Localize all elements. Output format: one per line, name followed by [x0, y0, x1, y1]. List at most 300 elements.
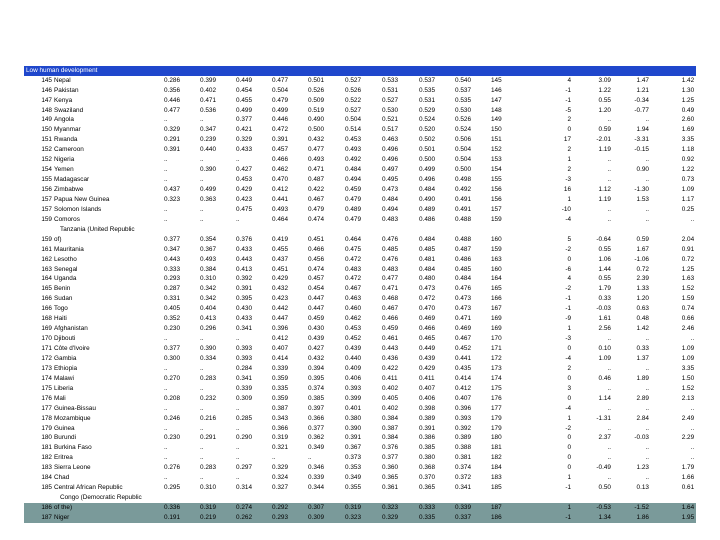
- hdi-rank: 180: [41, 434, 52, 442]
- value-cell: -2: [565, 245, 571, 253]
- value-cell: 0.327: [272, 484, 288, 492]
- table-row: [24, 96, 696, 106]
- value-cell: 0.473: [455, 305, 471, 313]
- value-cell: 0.437: [272, 255, 288, 263]
- value-cell: ..: [645, 384, 649, 392]
- value-cell: 0.336: [164, 503, 200, 513]
- value-cell: 187: [491, 503, 537, 513]
- value-cell: ..: [200, 424, 204, 432]
- value-cell: 0.310: [200, 275, 216, 283]
- value-cell: [382, 493, 419, 503]
- value-cell: 0.414: [272, 354, 288, 362]
- value-cell: ..: [645, 474, 649, 482]
- hdi-rank: 168: [41, 315, 52, 323]
- table-row: [24, 295, 696, 305]
- value-cell: 0.390: [345, 424, 361, 432]
- value-cell: 3.35: [681, 136, 695, 144]
- hdi-rank: 171: [41, 345, 52, 353]
- value-cell: 0.481: [419, 255, 435, 263]
- value-cell: 0.527: [345, 76, 361, 84]
- country-name: of the): [54, 503, 164, 513]
- value-cell: 0.454: [308, 285, 324, 293]
- value-cell: 0.319: [200, 503, 236, 513]
- value-cell: 182: [491, 454, 502, 462]
- value-cell: 0.502: [419, 136, 435, 144]
- value-cell: 0.433: [236, 146, 252, 154]
- value-cell: 0.391: [272, 136, 288, 144]
- value-cell: 0.72: [681, 255, 695, 263]
- country-name: Solomon Islands: [54, 205, 102, 213]
- value-cell: ..: [236, 474, 240, 482]
- value-cell: 0.411: [382, 374, 398, 382]
- value-cell: 0.387: [272, 404, 288, 412]
- value-cell: 0.486: [419, 215, 435, 223]
- hdi-rank: 156: [41, 186, 52, 194]
- value-cell: ..: [200, 176, 204, 184]
- value-cell: 0.55: [598, 245, 611, 253]
- value-cell: 0.276: [164, 464, 180, 472]
- value-cell: 0.385: [419, 444, 435, 452]
- value-cell: 0.519: [308, 106, 324, 114]
- value-cell: 0.401: [345, 404, 361, 412]
- value-cell: 1.20: [636, 295, 649, 303]
- value-cell: 145: [491, 76, 502, 84]
- value-cell: [657, 225, 696, 235]
- country-name: Chad: [54, 474, 70, 482]
- value-cell: 0.472: [345, 275, 361, 283]
- value-cell: ..: [236, 156, 240, 164]
- hdi-rank: 163: [41, 265, 52, 273]
- value-cell: 0.485: [419, 245, 435, 253]
- value-cell: [200, 225, 236, 235]
- value-cell: [581, 493, 619, 503]
- value-cell: 184: [491, 464, 502, 472]
- value-cell: 180: [491, 434, 502, 442]
- country-name: Mauritania: [54, 245, 84, 253]
- value-cell: 0.329: [272, 464, 288, 472]
- table-row: [24, 265, 696, 275]
- country-name: Niger: [54, 513, 164, 523]
- section-header-row: [24, 66, 696, 76]
- value-cell: [345, 493, 382, 503]
- value-cell: 1.14: [598, 394, 611, 402]
- value-cell: ..: [607, 215, 611, 223]
- value-cell: 0.334: [200, 354, 216, 362]
- value-cell: ..: [200, 474, 204, 482]
- hdi-rank: 166: [41, 295, 52, 303]
- value-cell: -0.15: [634, 146, 649, 154]
- country-name: Liberia: [54, 384, 74, 392]
- value-cell: 0.402: [382, 384, 398, 392]
- table-row: [24, 454, 696, 464]
- value-cell: 0.355: [345, 484, 361, 492]
- hdi-rank: 162: [41, 255, 52, 263]
- value-cell: 0.466: [382, 315, 398, 323]
- value-cell: ..: [645, 116, 649, 124]
- value-cell: ..: [607, 404, 611, 412]
- value-cell: 0.494: [382, 205, 398, 213]
- value-cell: 0.337: [455, 513, 491, 523]
- value-cell: [236, 493, 272, 503]
- value-cell: -2: [565, 285, 571, 293]
- value-cell: 0.398: [419, 404, 435, 412]
- hdi-rank: [24, 493, 54, 503]
- value-cell: 0.373: [345, 454, 361, 462]
- value-cell: 186: [491, 513, 537, 523]
- value-cell: 0.435: [455, 364, 471, 372]
- value-cell: 0.339: [308, 474, 324, 482]
- value-cell: 0.374: [455, 464, 471, 472]
- country-name: Benin: [54, 285, 71, 293]
- value-cell: 156: [491, 195, 502, 203]
- value-cell: 0.323: [382, 503, 419, 513]
- value-cell: 0.490: [419, 195, 435, 203]
- value-cell: 0.391: [419, 424, 435, 432]
- value-cell: 2.13: [681, 394, 695, 402]
- table-row: [24, 116, 696, 126]
- value-cell: 0.412: [272, 186, 288, 194]
- value-cell: 0.359: [272, 374, 288, 382]
- value-cell: 2.56: [598, 325, 611, 333]
- value-cell: 0.467: [345, 285, 361, 293]
- value-cell: 0.527: [345, 106, 361, 114]
- value-cell: 0.485: [382, 245, 398, 253]
- value-cell: 0.290: [236, 434, 252, 442]
- value-cell: ..: [236, 404, 240, 412]
- value-cell: 1.30: [681, 86, 695, 94]
- value-cell: 0.389: [455, 434, 471, 442]
- value-cell: 0.366: [308, 414, 324, 422]
- value-cell: 154: [491, 166, 502, 174]
- hdi-rank: 178: [41, 414, 52, 422]
- value-cell: [537, 225, 581, 235]
- value-cell: 0.469: [419, 315, 435, 323]
- value-cell: 169: [491, 325, 502, 333]
- value-cell: 16: [563, 186, 571, 194]
- value-cell: 0.469: [455, 325, 471, 333]
- value-cell: 0.63: [636, 305, 649, 313]
- country-name: Mali: [54, 394, 66, 402]
- value-cell: ..: [645, 424, 649, 432]
- value-cell: 1.79: [598, 285, 611, 293]
- table-row: [24, 275, 696, 285]
- value-cell: 0.526: [308, 86, 324, 94]
- value-cell: 0.447: [308, 295, 324, 303]
- value-cell: -4: [565, 215, 571, 223]
- value-cell: 0.473: [455, 295, 471, 303]
- value-cell: 0.471: [200, 96, 216, 104]
- value-cell: 166: [491, 295, 502, 303]
- value-cell: 0.439: [308, 335, 324, 343]
- value-cell: [491, 225, 537, 235]
- value-cell: 1.09: [681, 354, 695, 362]
- value-cell: 0.300: [164, 354, 180, 362]
- value-cell: 0.535: [455, 96, 471, 104]
- value-cell: ..: [607, 205, 611, 213]
- value-cell: 0.491: [455, 205, 471, 213]
- value-cell: 0.501: [308, 76, 324, 84]
- value-cell: -1: [565, 96, 571, 104]
- value-cell: ..: [645, 176, 649, 184]
- value-cell: 0.392: [455, 424, 471, 432]
- value-cell: 0: [567, 454, 571, 462]
- value-cell: 149: [491, 116, 502, 124]
- value-cell: 0.405: [382, 394, 398, 402]
- value-cell: ..: [164, 156, 168, 164]
- value-cell: ..: [164, 404, 168, 412]
- value-cell: 0.367: [345, 444, 361, 452]
- value-cell: 0.376: [382, 444, 398, 452]
- value-cell: 0.331: [164, 295, 180, 303]
- value-cell: 0.496: [382, 156, 398, 164]
- hdi-rank: 170: [41, 335, 52, 343]
- value-cell: 0.391: [236, 285, 252, 293]
- table-row: [24, 146, 696, 156]
- table-row: [24, 503, 696, 513]
- value-cell: 0.443: [164, 255, 180, 263]
- value-cell: 0.354: [200, 235, 216, 243]
- value-cell: 0.430: [236, 305, 252, 313]
- value-cell: 0.73: [681, 176, 695, 184]
- table-row: [24, 444, 696, 454]
- value-cell: 0.397: [308, 404, 324, 412]
- value-cell: 171: [491, 345, 502, 353]
- country-name: Papua New Guinea: [54, 195, 110, 203]
- value-cell: 0.372: [455, 474, 471, 482]
- value-cell: 0.471: [455, 315, 471, 323]
- table-row: [24, 354, 696, 364]
- value-cell: 0.430: [308, 325, 324, 333]
- table-row: [24, 374, 696, 384]
- value-cell: 0.341: [236, 374, 252, 382]
- value-cell: 0.407: [272, 345, 288, 353]
- value-cell: 0.536: [200, 106, 216, 114]
- value-cell: 0.466: [308, 245, 324, 253]
- country-name: Angola: [54, 116, 74, 124]
- value-cell: 0.366: [272, 424, 288, 432]
- value-cell: -4: [565, 354, 571, 362]
- value-cell: 1.19: [598, 195, 611, 203]
- value-cell: 0.522: [345, 96, 361, 104]
- value-cell: 0.384: [382, 434, 398, 442]
- value-cell: -9: [565, 315, 571, 323]
- value-cell: ..: [607, 156, 611, 164]
- value-cell: 0.443: [236, 255, 252, 263]
- hdi-rank: 172: [41, 354, 52, 362]
- value-cell: ..: [607, 424, 611, 432]
- value-cell: 0.329: [236, 136, 252, 144]
- hdi-rank: 147: [41, 96, 52, 104]
- value-cell: 2.89: [636, 394, 649, 402]
- value-cell: ..: [236, 454, 240, 462]
- value-cell: 2.49: [681, 414, 695, 422]
- value-cell: 2.37: [598, 434, 611, 442]
- value-cell: 159: [491, 245, 502, 253]
- value-cell: 0.283: [200, 374, 216, 382]
- table-row-continuation: [24, 493, 696, 503]
- value-cell: 0.446: [272, 116, 288, 124]
- value-cell: 165: [491, 285, 502, 293]
- value-cell: 2.29: [681, 434, 695, 442]
- value-cell: [236, 225, 272, 235]
- hdi-rank: 148: [41, 106, 52, 114]
- value-cell: 0.467: [382, 305, 398, 313]
- country-name: Gambia: [54, 354, 77, 362]
- value-cell: 0.470: [419, 305, 435, 313]
- hdi-rank: 157: [41, 205, 52, 213]
- value-cell: 0.72: [636, 265, 649, 273]
- value-cell: 0.359: [272, 394, 288, 402]
- value-cell: 0.531: [419, 96, 435, 104]
- value-cell: ..: [607, 444, 611, 452]
- value-cell: 0.486: [455, 255, 471, 263]
- value-cell: 0.391: [345, 434, 361, 442]
- value-cell: 0.452: [455, 345, 471, 353]
- value-cell: 0.517: [382, 126, 398, 134]
- value-cell: 0.402: [200, 86, 216, 94]
- value-cell: 1.47: [636, 76, 649, 84]
- value-cell: -1.30: [634, 186, 649, 194]
- value-cell: 0.55: [598, 275, 611, 283]
- value-cell: 0.367: [200, 245, 216, 253]
- value-cell: ..: [164, 384, 168, 392]
- value-cell: 0.349: [308, 444, 324, 452]
- value-cell: 0.374: [308, 384, 324, 392]
- value-cell: 0.457: [308, 275, 324, 283]
- value-cell: 0.208: [164, 394, 180, 402]
- value-cell: 0.335: [419, 513, 455, 523]
- value-cell: 0.377: [164, 235, 180, 243]
- value-cell: 0.384: [382, 414, 398, 422]
- value-cell: 0: [567, 434, 571, 442]
- value-cell: -0.49: [596, 464, 611, 472]
- value-cell: ..: [690, 335, 695, 343]
- value-cell: ..: [164, 205, 168, 213]
- value-cell: 0.509: [308, 96, 324, 104]
- value-cell: ..: [645, 364, 649, 372]
- value-cell: 0.246: [164, 414, 180, 422]
- value-cell: [272, 225, 308, 235]
- value-cell: 0.446: [164, 96, 180, 104]
- hdi-rank: 175: [41, 384, 52, 392]
- value-cell: 0.433: [236, 315, 252, 323]
- hdi-rank: 187: [24, 513, 54, 523]
- value-cell: 0.296: [200, 325, 216, 333]
- value-cell: 179: [491, 414, 502, 422]
- value-cell: 1.94: [636, 126, 649, 134]
- hdi-rank: 157: [41, 195, 52, 203]
- value-cell: 0.429: [236, 186, 252, 194]
- value-cell: 0.504: [272, 86, 288, 94]
- value-cell: [491, 493, 537, 503]
- hdi-rank: 177: [41, 404, 52, 412]
- value-cell: 0.324: [272, 474, 288, 482]
- value-cell: 0.339: [236, 384, 252, 392]
- value-cell: 0.470: [272, 176, 288, 184]
- value-cell: ..: [164, 364, 168, 372]
- value-cell: 0.395: [308, 374, 324, 382]
- value-cell: 0.472: [419, 295, 435, 303]
- value-cell: 1.89: [636, 374, 649, 382]
- value-cell: 17: [563, 136, 571, 144]
- value-cell: 0.191: [164, 513, 200, 523]
- hdi-rank: 164: [41, 275, 52, 283]
- value-cell: 4: [567, 76, 571, 84]
- value-cell: 0.479: [345, 195, 361, 203]
- hdi-rank: 184: [41, 474, 52, 482]
- value-cell: [419, 225, 455, 235]
- value-cell: 0.462: [345, 315, 361, 323]
- value-cell: ..: [164, 454, 168, 462]
- value-cell: 0.365: [419, 484, 435, 492]
- value-cell: 0.429: [419, 364, 435, 372]
- value-cell: 174: [491, 374, 502, 382]
- value-cell: 1: [567, 414, 571, 422]
- value-cell: 0.399: [200, 76, 216, 84]
- value-cell: 0.361: [382, 484, 398, 492]
- value-cell: 0: [567, 444, 571, 452]
- value-cell: 0.390: [200, 345, 216, 353]
- value-cell: 1.52: [681, 384, 695, 392]
- value-cell: 0.451: [308, 235, 324, 243]
- value-cell: 1.37: [636, 354, 649, 362]
- value-cell: 0.449: [236, 76, 252, 84]
- value-cell: 0.476: [382, 255, 398, 263]
- table-row: [24, 215, 696, 225]
- value-cell: 0.380: [419, 454, 435, 462]
- table-row: [24, 185, 696, 195]
- value-cell: 176: [491, 394, 502, 402]
- value-cell: 0.442: [272, 305, 288, 313]
- value-cell: 0.439: [345, 345, 361, 353]
- value-cell: 0: [567, 126, 571, 134]
- value-cell: 0.239: [200, 136, 216, 144]
- country-name: Côte d'Ivoire: [54, 345, 90, 353]
- hdi-rank: 152: [41, 156, 52, 164]
- value-cell: 0.484: [382, 195, 398, 203]
- value-cell: ..: [272, 454, 276, 462]
- value-cell: 1.59: [681, 295, 695, 303]
- table-row: [24, 483, 696, 493]
- value-cell: -1.52: [619, 503, 657, 513]
- value-cell: 0.506: [455, 136, 471, 144]
- value-cell: -1: [565, 86, 571, 94]
- hdi-rank: 186: [24, 503, 54, 513]
- value-cell: 0.455: [272, 245, 288, 253]
- value-cell: 0.488: [455, 215, 471, 223]
- value-cell: 0.441: [272, 195, 288, 203]
- value-cell: 0.219: [200, 513, 236, 523]
- value-cell: 0.459: [345, 186, 361, 194]
- table-row: [24, 404, 696, 414]
- value-cell: 0.524: [455, 126, 471, 134]
- value-cell: 183: [491, 474, 502, 482]
- country-name: Kenya: [54, 96, 73, 104]
- value-cell: 0.349: [345, 474, 361, 482]
- value-cell: 0.46: [598, 374, 611, 382]
- table-row: [24, 305, 696, 315]
- value-cell: 0.459: [382, 325, 398, 333]
- value-cell: 0.484: [419, 235, 435, 243]
- value-cell: 1.95: [657, 513, 696, 523]
- value-cell: 0.476: [382, 235, 398, 243]
- value-cell: 0.74: [681, 305, 695, 313]
- value-cell: 1.20: [598, 106, 611, 114]
- value-cell: ..: [164, 474, 168, 482]
- value-cell: 0.480: [419, 275, 435, 283]
- value-cell: ..: [200, 364, 204, 372]
- value-cell: 0.514: [345, 126, 361, 134]
